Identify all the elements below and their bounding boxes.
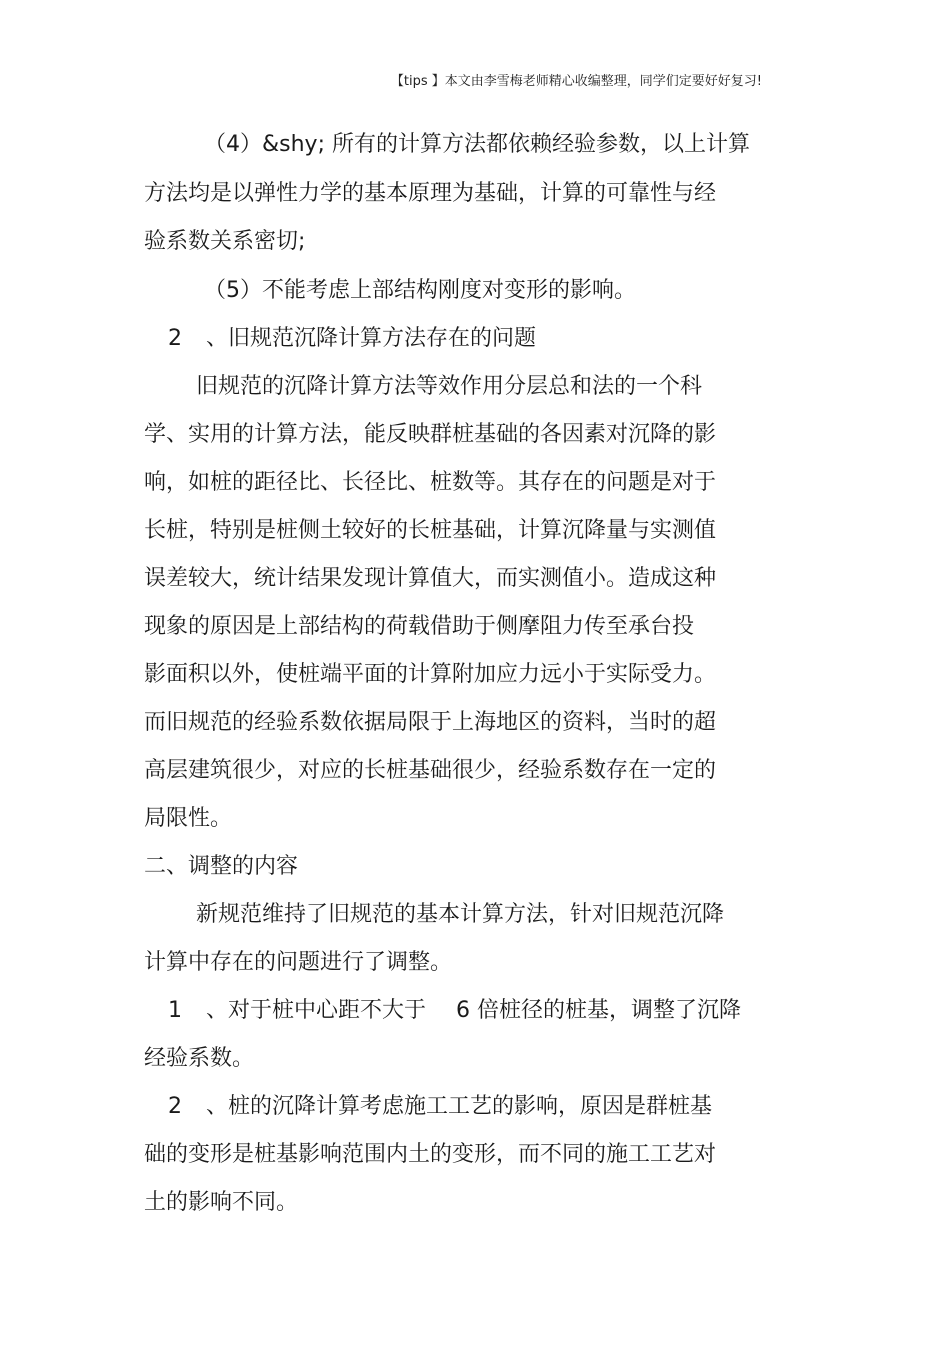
item-text: 、桩的沉降计算考虑施工工艺的影响，原因是群桩基 (206, 1094, 713, 1119)
item-number-inline: 6 (456, 998, 471, 1023)
text-line: 土的影响不同。 (144, 1190, 299, 1215)
text-line: 验系数关系密切; (144, 229, 306, 254)
item-text: 倍桩径的桩基，调整了沉降 (477, 998, 742, 1023)
item-text: 、对于桩中心距不大于 (206, 998, 427, 1023)
heading-text: 、旧规范沉降计算方法存在的问题 (206, 326, 537, 351)
text-line: 计算中存在的问题进行了调整。 (144, 950, 453, 975)
text-line: 误差较大，统计结果发现计算值大，而实测值小。造成这种 (144, 566, 717, 591)
text-line: 长桩，特别是桩侧土较好的长桩基础，计算沉降量与实测值 (144, 518, 717, 543)
text-line: 响，如桩的距径比、长径比、桩数等。其存在的问题是对于 (144, 470, 717, 495)
text-line: 方法均是以弹性力学的基本原理为基础，计算的可靠性与经 (144, 181, 717, 206)
text-line: 旧规范的沉降计算方法等效作用分层总和法的一个科 (196, 374, 703, 399)
text-line: 学、实用的计算方法，能反映群桩基础的各因素对沉降的影 (144, 422, 717, 447)
text-line: 经验系数。 (144, 1046, 255, 1071)
section-heading-er: 二、调整的内容 (144, 854, 299, 879)
list-item-2 (144, 1092, 712, 1122)
section-heading-2 (144, 324, 536, 354)
tips-header: 【tips 】本文由李雪梅老师精心收编整理，同学们定要好好复习! (390, 74, 762, 89)
item-number: 2 (168, 1094, 182, 1119)
text-line: 础的变形是桩基影响范围内土的变形，而不同的施工工艺对 (144, 1142, 717, 1167)
text-line: 而旧规范的经验系数依据局限于上海地区的资料，当时的超 (144, 710, 717, 735)
text-line: （5）不能考虑上部结构刚度对变形的影响。 (204, 278, 636, 303)
text-line: 高层建筑很少，对应的长桩基础很少，经验系数存在一定的 (144, 758, 717, 783)
text-line: 局限性。 (144, 806, 233, 831)
item-number: 2 (168, 326, 182, 351)
text-line: 现象的原因是上部结构的荷载借助于侧摩阻力传至承台投 (144, 614, 695, 639)
list-item-1 (144, 996, 741, 1026)
text-line: （4）&shy; 所有的计算方法都依赖经验参数，以上计算 (204, 132, 750, 157)
text-line: 新规范维持了旧规范的基本计算方法，针对旧规范沉降 (196, 902, 725, 927)
item-number: 1 (168, 998, 182, 1023)
text-line: 影面积以外，使桩端平面的计算附加应力远小于实际受力。 (144, 662, 717, 687)
